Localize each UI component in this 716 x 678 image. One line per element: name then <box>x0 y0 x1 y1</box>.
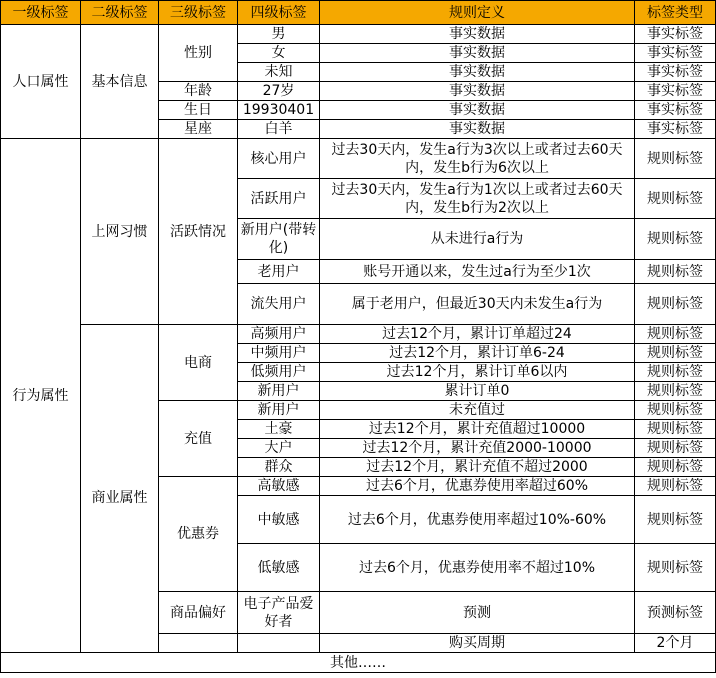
header-level3: 三级标签 <box>159 1 238 25</box>
type-cell: 规则标签 <box>635 401 716 420</box>
type-cell: 事实标签 <box>635 25 716 44</box>
header-type: 标签类型 <box>635 1 716 25</box>
level4-cell: 大户 <box>238 439 320 458</box>
type-cell: 规则标签 <box>635 458 716 477</box>
level4-cell: 白羊 <box>238 120 320 139</box>
type-cell: 规则标签 <box>635 284 716 325</box>
level4-cell: 新用户(带转化) <box>238 219 320 260</box>
rule-cell: 过去12个月，累计充值不超过2000 <box>320 458 635 477</box>
rule-cell: 过去12个月，累计订单6以内 <box>320 363 635 382</box>
level4-cell: 2个月 <box>635 634 716 653</box>
level4-cell: 核心用户 <box>238 139 320 179</box>
level4-cell: 低频用户 <box>238 363 320 382</box>
rule-cell: 过去12个月，累计充值2000-10000 <box>320 439 635 458</box>
rule-cell: 过去6个月，优惠券使用率超过10%-60% <box>320 496 635 544</box>
level3-coupon: 优惠券 <box>159 477 238 592</box>
type-cell: 规则标签 <box>635 219 716 260</box>
header-level4: 四级标签 <box>238 1 320 25</box>
level4-cell: 男 <box>238 25 320 44</box>
level4-cell: 中敏感 <box>238 496 320 544</box>
level4-cell: 土豪 <box>238 420 320 439</box>
rule-cell: 累计订单0 <box>320 382 635 401</box>
type-cell: 规则标签 <box>635 439 716 458</box>
level3-birthday: 生日 <box>159 101 238 120</box>
rule-cell: 事实数据 <box>320 63 635 82</box>
level4-cell: 未知 <box>238 63 320 82</box>
type-cell: 规则标签 <box>635 420 716 439</box>
table-row <box>1 139 716 179</box>
level3-activity: 活跃情况 <box>159 139 238 325</box>
type-cell: 规则标签 <box>635 179 716 219</box>
rule-cell: 过去6个月，优惠券使用率超过60% <box>320 477 635 496</box>
level4-cell: 27岁 <box>238 82 320 101</box>
rule-cell: 事实数据 <box>320 25 635 44</box>
level2-basic-info: 基本信息 <box>81 25 159 139</box>
type-cell: 事实标签 <box>635 44 716 63</box>
type-cell: 事实标签 <box>635 101 716 120</box>
type-cell: 规则标签 <box>635 363 716 382</box>
level4-cell: 高频用户 <box>238 325 320 344</box>
level4-cell: 电子产品爱好者 <box>238 592 320 634</box>
level4-cell: 流失用户 <box>238 284 320 325</box>
level3-ecommerce: 电商 <box>159 325 238 401</box>
table-row <box>1 325 716 344</box>
level4-cell: 女 <box>238 44 320 63</box>
rule-cell: 预测 <box>320 592 635 634</box>
level4-cell: 低敏感 <box>238 544 320 592</box>
rule-cell: 属于老用户，但最近30天内未发生a行为 <box>320 284 635 325</box>
type-cell: 规则标签 <box>635 544 716 592</box>
header-level1: 一级标签 <box>1 1 81 25</box>
level2-online-habit: 上网习惯 <box>81 139 159 325</box>
header-level2: 二级标签 <box>81 1 159 25</box>
level3-gender: 性别 <box>159 25 238 82</box>
level4-cell: 19930401 <box>238 101 320 120</box>
type-cell: 规则标签 <box>635 344 716 363</box>
footer-others: 其他…… <box>1 653 716 673</box>
level3-zodiac: 星座 <box>159 120 238 139</box>
level4-cell: 新用户 <box>238 382 320 401</box>
level4-cell: 老用户 <box>238 260 320 284</box>
type-cell: 事实标签 <box>635 120 716 139</box>
rule-cell: 过去12个月，累计充值超过10000 <box>320 420 635 439</box>
rule-cell: 过去30天内，发生a行为1次以上或者过去60天内，发生b行为2次以上 <box>320 179 635 219</box>
level4-cell: 新用户 <box>238 401 320 420</box>
type-cell: 事实标签 <box>635 82 716 101</box>
rule-cell: 事实数据 <box>320 101 635 120</box>
rule-cell: 过去12个月，累计订单6-24 <box>320 344 635 363</box>
level2-business: 商业属性 <box>81 344 159 653</box>
header-row <box>1 1 716 25</box>
type-cell: 规则标签 <box>635 477 716 496</box>
level2-blank <box>238 634 320 653</box>
type-cell: 规则标签 <box>635 139 716 179</box>
table-row <box>1 344 716 363</box>
rule-cell: 未充值过 <box>320 401 635 420</box>
level3-recharge: 充值 <box>159 401 238 477</box>
header-rule: 规则定义 <box>320 1 635 25</box>
rule-cell: 事实数据 <box>320 120 635 139</box>
type-cell: 规则标签 <box>635 496 716 544</box>
type-cell: 事实标签 <box>635 63 716 82</box>
type-cell: 规则标签 <box>635 325 716 344</box>
rule-cell: 账号开通以来，发生过a行为至少1次 <box>320 260 635 284</box>
level1-blank <box>159 634 238 653</box>
rule-cell: 过去12个月，累计订单超过24 <box>320 325 635 344</box>
rule-cell: 过去30天内，发生a行为3次以上或者过去60天内，发生b行为6次以上 <box>320 139 635 179</box>
type-cell: 预测标签 <box>635 592 716 634</box>
level1-population: 人口属性 <box>1 25 81 139</box>
level1-behavior: 行为属性 <box>1 139 81 653</box>
level3-product-pref: 商品偏好 <box>159 592 238 634</box>
table-row <box>1 653 716 673</box>
level4-cell: 群众 <box>238 458 320 477</box>
type-cell: 规则标签 <box>635 382 716 401</box>
level4-cell: 高敏感 <box>238 477 320 496</box>
level2-blank <box>81 325 159 344</box>
rule-cell: 从未进行a行为 <box>320 219 635 260</box>
rule-cell: 事实数据 <box>320 44 635 63</box>
level3-age: 年龄 <box>159 82 238 101</box>
rule-cell: 事实数据 <box>320 82 635 101</box>
table-row <box>1 25 716 44</box>
level3-purchase-cycle: 购买周期 <box>320 634 635 653</box>
type-cell: 规则标签 <box>635 260 716 284</box>
level4-cell: 活跃用户 <box>238 179 320 219</box>
rule-cell: 过去6个月，优惠券使用率不超过10% <box>320 544 635 592</box>
level4-cell: 中频用户 <box>238 344 320 363</box>
